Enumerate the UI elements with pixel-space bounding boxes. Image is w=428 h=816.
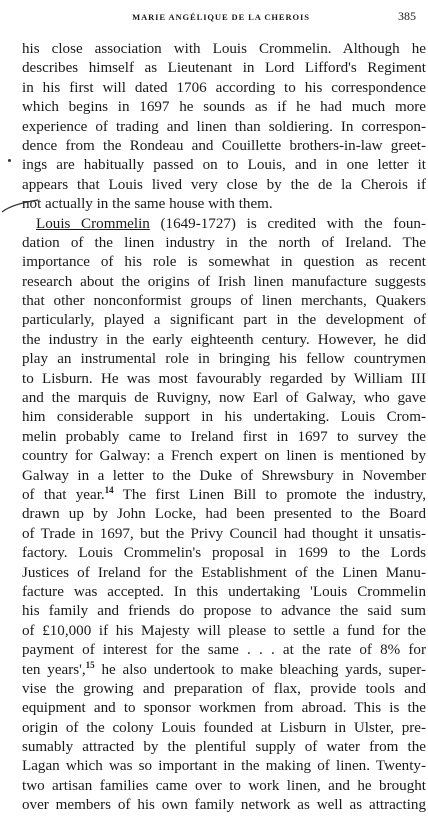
text-line: vise the growing and preparation of flax, provide tools and xyxy=(22,680,426,697)
running-head: MARIE ANGÉLIQUE DE LA CHEROIS xyxy=(132,12,310,22)
text-line: sumably attracted by the plentiful supply of water from the xyxy=(22,739,426,756)
text-line: describes himself as Lieutenant in Lord Lifford's Regiment xyxy=(22,60,426,77)
text-line: his family and friends do propose to advance the said sum xyxy=(22,603,426,620)
body-text xyxy=(22,40,426,816)
text-line: origin of the colony Louis founded at Lisburn in Ulster, pre- xyxy=(22,719,426,736)
text-span: (1649-1727) is credited with the foun- xyxy=(149,215,426,232)
margin-dot-mark xyxy=(8,159,11,162)
text-span: The first Linen Bill to promote the industry, xyxy=(113,486,426,503)
text-line: that other nonconformist groups of linen merchants, Quakers xyxy=(22,293,426,310)
text-line: dence from the Rondeau and Couillette brothers-in-law greet- xyxy=(22,137,426,154)
text-line: country for Galway: a French expert on linen is mentioned by xyxy=(22,448,426,465)
text-line: him considerable support in his undertaking. Louis Crom- xyxy=(22,409,426,426)
text-line: over members of his own family network as well as attracting xyxy=(22,797,426,814)
text-line: factory. Louis Crommelin's proposal in 1699 to the Lords xyxy=(22,545,426,562)
text-line: not actually in the same house with them. xyxy=(22,196,273,213)
underlined-name: Louis Crommelin xyxy=(36,215,150,232)
footnote-ref: 15 xyxy=(85,659,95,670)
text-span: he also undertook to make bleaching yards, super- xyxy=(94,661,426,678)
text-line: experience of trading and linen than soldiering. In correspon- xyxy=(22,118,426,135)
text-line: of £10,000 if his Majesty will please to settle a fund for the xyxy=(22,622,426,639)
text-line: appears that Louis lived very close by the de la Cherois if xyxy=(22,176,426,193)
text-line xyxy=(22,661,426,680)
text-line: dation of the linen industry in the north of Ireland. The xyxy=(22,234,426,251)
page-header xyxy=(22,8,420,26)
text-line: ings are habitually passed on to Louis, and in one letter it xyxy=(22,157,426,174)
text-line: importance of his role is somewhat in question as recent xyxy=(22,254,426,271)
text-line: two artisan families came over to work linen, and he brought xyxy=(22,777,426,794)
text-line: play an instrumental role in bringing his fellow countrymen xyxy=(22,351,426,368)
text-line: of Trade in 1697, but the Privy Council had thought it unsatis- xyxy=(22,525,426,542)
text-line: drawn up by John Locke, had been presented to the Board xyxy=(22,506,426,523)
footnote-ref: 14 xyxy=(104,484,114,495)
text-line: facture was accepted. In this undertaking 'Louis Crommelin xyxy=(22,583,426,600)
text-line: and the marquis de Ruvigny, now Earl of Galway, who gave xyxy=(22,390,426,407)
text-line: in his first will dated 1706 according to his correspondence xyxy=(22,79,426,96)
text-line: Galway in a letter to the Duke of Shrewsbury in November xyxy=(22,467,426,484)
text-line: to Lisburn. He was most favourably regarded by William III xyxy=(22,370,426,387)
text-line: payment of interest for the same . . . at the rate of 8% for xyxy=(22,642,426,659)
text-line: equipment and to sponsor workmen from abroad. This is the xyxy=(22,700,426,717)
text-line: melin probably came to Ireland first in 1697 to survey the xyxy=(22,428,426,445)
text-line: particularly, played a significant part in the development of xyxy=(22,312,426,329)
text-line: Lagan which was so important in the making of linen. Twenty- xyxy=(22,758,426,775)
text-span: of that year. xyxy=(22,486,105,503)
text-span: ten years', xyxy=(22,661,86,678)
text-line: the industry in the early eighteenth century. However, he did xyxy=(22,331,426,348)
text-line xyxy=(22,486,426,505)
text-line xyxy=(22,215,426,234)
text-line: research about the origins of Irish linen manufacture suggests xyxy=(22,273,426,290)
text-line: Justices of Ireland for the Establishment of the Linen Manu- xyxy=(22,564,426,581)
text-line: which begins in 1697 he sounds as if he had much more xyxy=(22,99,426,116)
text-line: his close association with Louis Crommelin. Although he xyxy=(22,41,426,57)
page-number: 385 xyxy=(398,9,416,23)
